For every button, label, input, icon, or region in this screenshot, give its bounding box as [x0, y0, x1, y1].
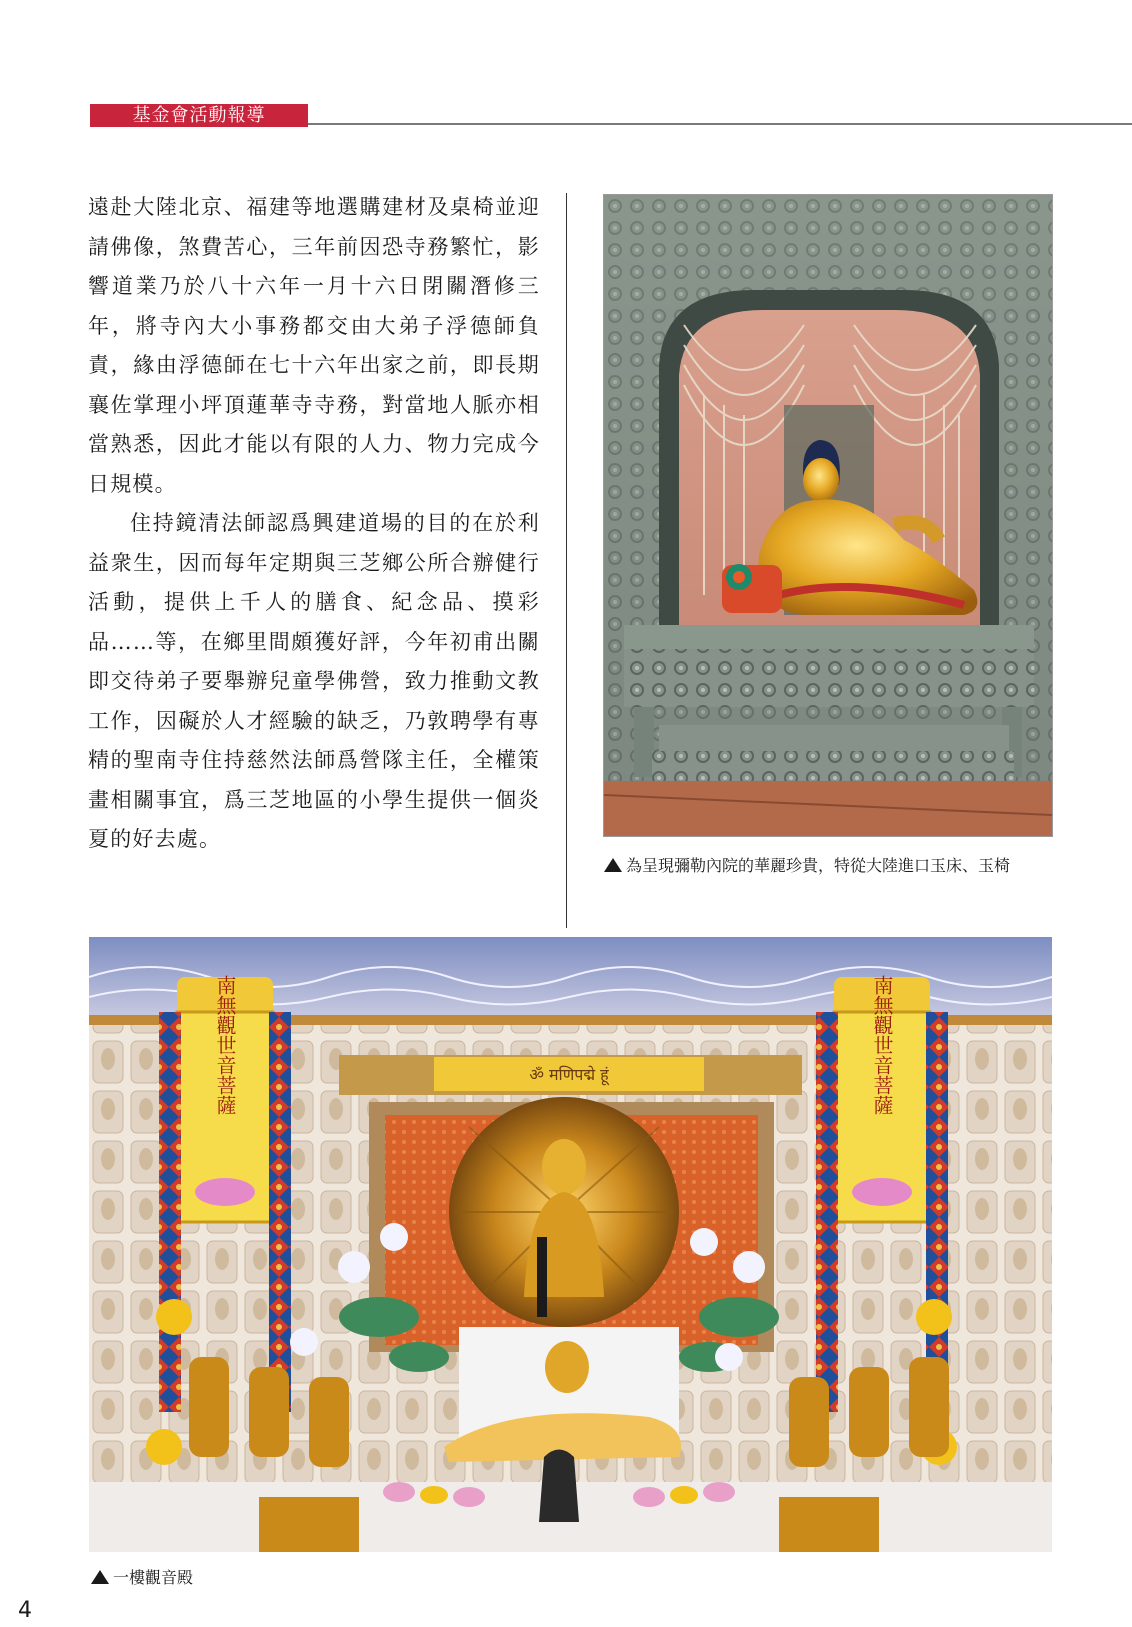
- plaque-text: ॐ मणिपद्मे हूं: [529, 1065, 609, 1084]
- banner-left-text: 南無觀世音菩薩: [213, 975, 237, 1115]
- column-divider: [566, 193, 567, 928]
- header-rule: [308, 123, 1132, 125]
- article-paragraph-1: 遠赴大陸北京、福建等地選購建材及桌椅並迎請佛像，煞費苦心，三年前因恐寺務繁忙，影響道業乃於八十六年一月十六日閉關潛修三年，將寺內大小事務都交由大弟子浮德師負責，緣由浮德師在七十六年出家之前，即長期襄佐掌理小坪頂蓮華寺寺務，對當地人脈亦相當熟悉，因此才能以有限的人力、物力完成今日規模。: [88, 195, 540, 496]
- caption-bottom-text: 一樓觀音殿: [113, 1568, 194, 1587]
- article-body: [88, 188, 540, 860]
- page-number: 4: [18, 1598, 32, 1623]
- section-label: 基金會活動報導: [90, 104, 308, 127]
- triangle-up-icon: [91, 1570, 109, 1584]
- photo-guanyin-hall: [89, 937, 1052, 1552]
- caption-top-text: 為呈現彌勒內院的華麗珍貴，特從大陸進口玉床、玉椅: [626, 856, 1011, 875]
- caption-bottom: [91, 1565, 193, 1588]
- photo-maitreya-jade-bed: [604, 195, 1052, 836]
- banner-right-text: 南無觀世音菩薩: [870, 975, 894, 1115]
- caption-top: [604, 853, 1010, 876]
- triangle-up-icon: [604, 858, 622, 872]
- article-paragraph-2: 住持鏡清法師認爲興建道場的目的在於利益衆生，因而每年定期與三芝鄉公所合辦健行活動，提供上千人的膳食、紀念品、摸彩品……等，在鄉里間頗獲好評，今年初甫出關即交待弟子要舉辦兒童學佛營，致力推動文教工作，因礙於人才經驗的缺乏，乃敦聘學有專精的聖南寺住持慈然法師爲營隊主任，全權策畫相關事宜，爲三芝地區的小學生提供一個炎夏的好去處。: [88, 511, 540, 851]
